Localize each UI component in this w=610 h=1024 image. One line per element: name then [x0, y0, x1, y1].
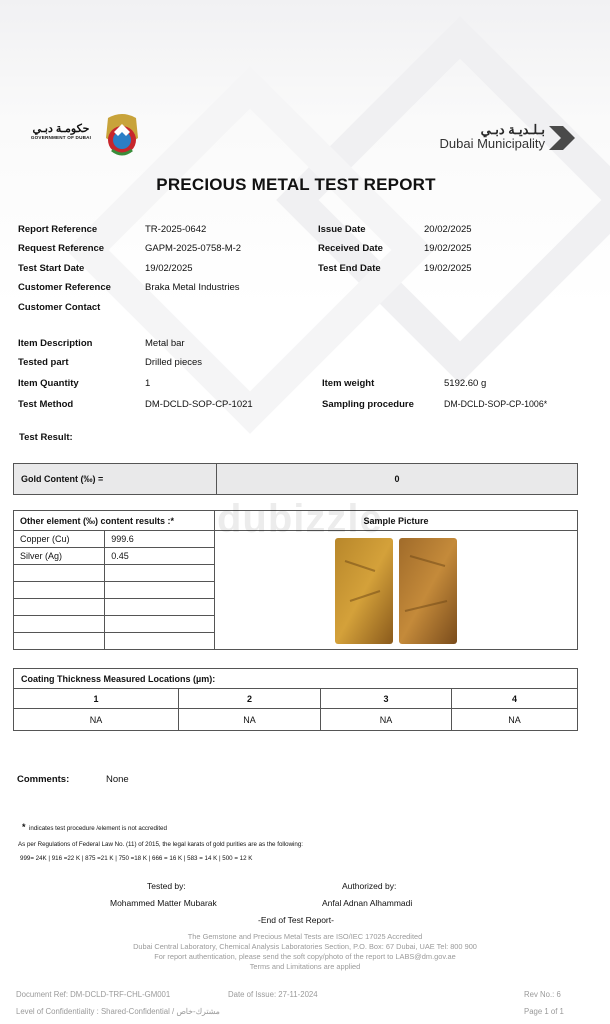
sampling-procedure-label: Sampling procedure — [322, 399, 414, 410]
sample-picture-image — [215, 531, 577, 649]
gold-content-label: Gold Content (‰) = — [14, 464, 217, 495]
tested-part-label: Tested part — [18, 357, 69, 368]
regulation-note: As per Regulations of Federal Law No. (11) of 2015, the legal karats of gold purities are as the following: — [18, 841, 304, 848]
test-method-label: Test Method — [18, 399, 74, 410]
received-date-label: Received Date — [318, 243, 383, 254]
tested-by-label: Tested by: — [147, 881, 186, 891]
received-date-value: 19/02/2025 — [424, 243, 472, 254]
comments-label: Comments: — [17, 774, 70, 785]
footer-line-3: For report authentication, please send the soft copy/photo of the report to LABS@dm.gov.ae — [154, 952, 456, 961]
coating-location-2: 2 — [179, 689, 321, 709]
coating-location-1: 1 — [14, 689, 179, 709]
dubai-municipality-logo: بـلـديـة دبـي Dubai Municipality — [439, 122, 545, 151]
footer-accreditation — [0, 932, 610, 972]
coating-value-1: NA — [14, 709, 179, 731]
element-name — [14, 616, 105, 633]
comments-value: None — [106, 774, 129, 785]
item-description-value: Metal bar — [145, 338, 185, 349]
element-value — [105, 582, 215, 599]
sampling-procedure-value: DM-DCLD-SOP-CP-1006* — [444, 399, 548, 409]
date-of-issue: Date of Issue: 27-11-2024 — [228, 990, 318, 999]
dubai-emblem-icon — [98, 110, 146, 160]
customer-reference-label: Customer Reference — [18, 282, 111, 293]
dubai-municipality-mark-icon — [545, 124, 579, 152]
footer-line-2: Dubai Central Laboratory, Chemical Analysis Laboratories Section, P.O. Box: 67 Dubai, UAE Tel: 800 900 — [133, 942, 477, 951]
element-name — [14, 565, 105, 582]
element-value — [105, 599, 215, 616]
end-of-report: -End of Test Report- — [258, 915, 334, 925]
authorized-by-label: Authorized by: — [342, 881, 397, 891]
item-quantity-label: Item Quantity — [18, 378, 79, 389]
coating-thickness-table — [13, 668, 578, 731]
customer-contact-label: Customer Contact — [18, 302, 101, 313]
element-value: 999.6 — [105, 531, 215, 548]
tested-by-name: Mohammed Matter Mubarak — [110, 898, 217, 908]
test-method-value: DM-DCLD-SOP-CP-1021 — [145, 399, 253, 410]
test-start-date-value: 19/02/2025 — [145, 263, 193, 274]
asterisk-mark: * — [22, 822, 26, 832]
tested-part-value: Drilled pieces — [145, 357, 203, 368]
revision-number: Rev No.: 6 — [524, 990, 561, 999]
report-reference-value: TR-2025-0642 — [145, 224, 207, 235]
item-description-label: Item Description — [18, 338, 93, 349]
footer-line-4: Terms and Limitations are applied — [249, 962, 361, 971]
element-value — [105, 616, 215, 633]
karats-note: 999= 24K | 916 =22 K | 875 =21 K | 750 =18 K | 666 = 16 K | 583 = 14 K | 500 = 12 K — [20, 855, 253, 862]
element-name — [14, 599, 105, 616]
footer-line-1: The Gemstone and Precious Metal Tests are ISO/IEC 17025 Accredited — [187, 932, 423, 941]
confidentiality-level: Level of Confidentiality : Shared-Confidential / مشترك-خاص — [16, 1007, 220, 1016]
issue-date-label: Issue Date — [318, 224, 366, 235]
element-value: 0.45 — [105, 548, 215, 565]
not-accredited-note: indicates test procedure /element is not accredited — [29, 825, 167, 832]
coating-header: Coating Thickness Measured Locations (µm): — [14, 669, 578, 689]
dubizzle-watermark: dubizzle — [217, 497, 383, 541]
document-ref: Document Ref: DM-DCLD-TRF-CHL-GM001 — [16, 990, 171, 999]
coating-value-2: NA — [179, 709, 321, 731]
element-name — [14, 633, 105, 650]
test-end-date-value: 19/02/2025 — [424, 263, 472, 274]
authorized-by-name: Anfal Adnan Alhammadi — [322, 898, 413, 908]
sample-picture-header: Sample Picture — [215, 511, 578, 531]
element-value — [105, 565, 215, 582]
item-weight-value: 5192.60 g — [444, 378, 487, 389]
test-result-label: Test Result: — [19, 432, 73, 443]
issue-date-value: 20/02/2025 — [424, 224, 472, 235]
element-name — [14, 582, 105, 599]
element-name: Copper (Cu) — [14, 531, 105, 548]
coating-location-3: 3 — [321, 689, 452, 709]
government-of-dubai-logo: حكومـة دبـي GOVERNMENT OF DUBAI — [30, 123, 92, 140]
element-value — [105, 633, 215, 650]
test-start-date-label: Test Start Date — [18, 263, 85, 274]
report-title: PRECIOUS METAL TEST REPORT — [156, 175, 436, 194]
item-quantity-value: 1 — [145, 378, 151, 389]
coating-location-4: 4 — [452, 689, 578, 709]
test-end-date-label: Test End Date — [318, 263, 381, 274]
request-reference-value: GAPM-2025-0758-M-2 — [145, 243, 242, 254]
page-number: Page 1 of 1 — [524, 1007, 564, 1016]
gold-content-table — [13, 463, 578, 495]
coating-value-3: NA — [321, 709, 452, 731]
item-weight-label: Item weight — [322, 378, 375, 389]
element-name: Silver (Ag) — [14, 548, 105, 565]
sample-picture-cell — [215, 531, 578, 650]
gold-content-value: 0 — [217, 464, 578, 495]
request-reference-label: Request Reference — [18, 243, 105, 254]
report-reference-label: Report Reference — [18, 224, 98, 235]
other-elements-header: Other element (‰) content results :* — [14, 511, 215, 531]
coating-value-4: NA — [452, 709, 578, 731]
customer-reference-value: Braka Metal Industries — [145, 282, 240, 293]
